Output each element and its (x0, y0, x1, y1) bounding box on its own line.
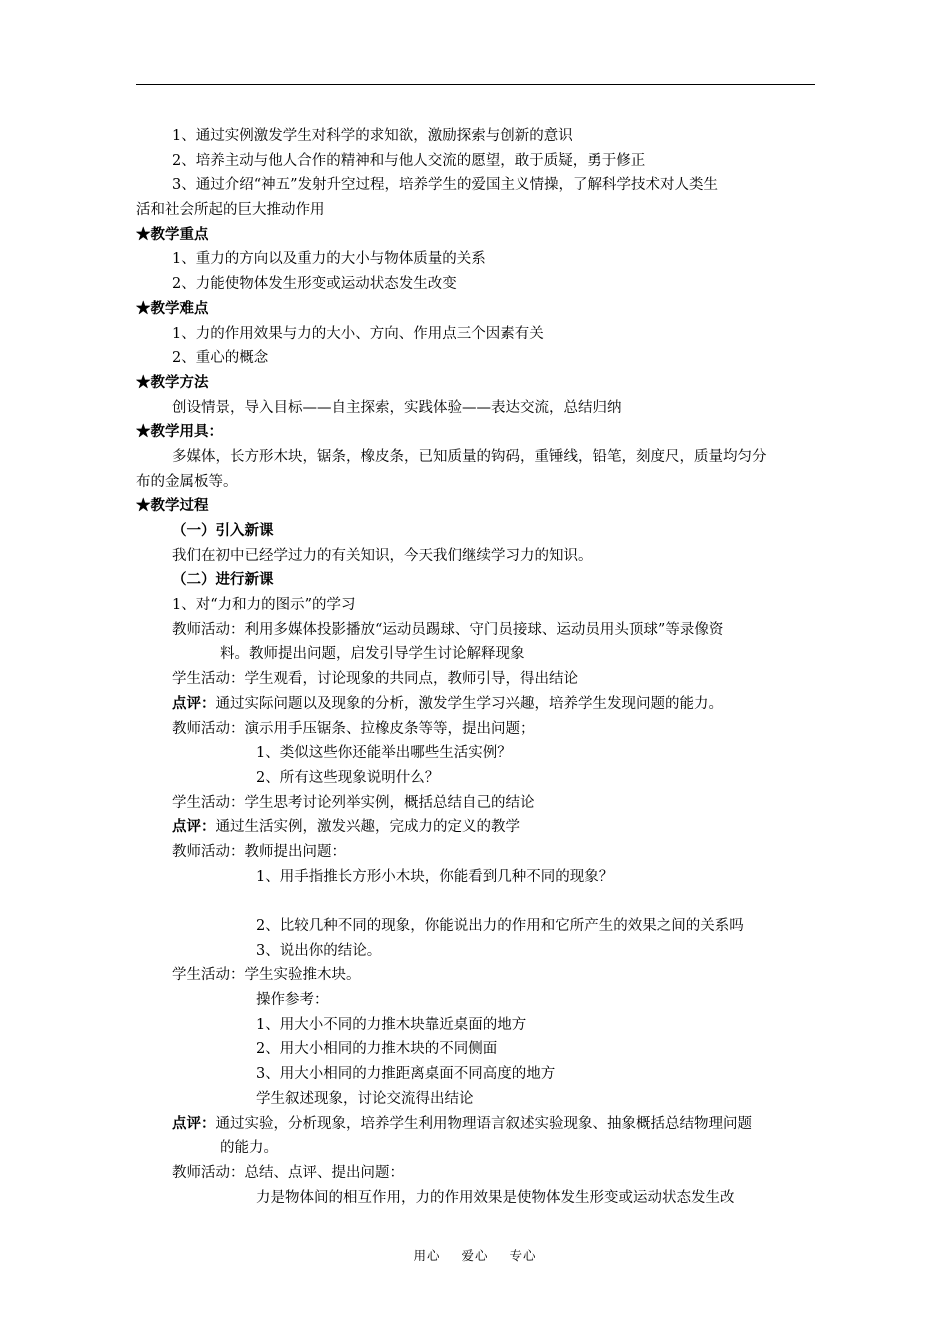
teacher-activity-text: 教师提出问题： (244, 843, 346, 860)
tools-line-2: 布的金属板等。 (136, 473, 238, 490)
teacher-activity-text: 利用多媒体投影播放“运动员踢球、守门员接球、运动员用头顶球”等录像资 (244, 621, 724, 638)
topic-line: 1、对“力和力的图示”的学习 (172, 597, 356, 614)
comment-1 (136, 692, 816, 717)
footer-word-2: 爱心 (461, 1248, 489, 1263)
comment-3-cont: 的能力。 (220, 1140, 278, 1157)
student-activity-3 (136, 963, 816, 988)
teacher-activity-1-cont: 料。教师提出问题，启发引导学生讨论解释现象 (220, 646, 525, 663)
teacher-summary: 力是物体间的相互作用，力的作用效果是使物体发生形变或运动状态发生改 (256, 1189, 735, 1206)
teacher-label: 教师活动： (172, 843, 245, 860)
operation-3: 3、用大小相同的力推距离桌面不同高度的地方 (256, 1066, 556, 1083)
student-activity-1 (136, 667, 816, 692)
teacher-question-3-2: 2、比较几种不同的现象，你能说出力的作用和它所产生的效果之间的关系吗 (256, 918, 744, 934)
comment-label: 点评： (172, 694, 216, 712)
teacher-question-2: 2、所有这些现象说明什么？ (256, 769, 440, 786)
operation-reference: 操作参考： (256, 992, 329, 1009)
footer-word-1: 用心 (413, 1248, 441, 1263)
teacher-question-3-3: 3、说出你的结论。 (256, 942, 382, 959)
goal-3: 3、通过介绍“神五”发射升空过程，培养学生的爱国主义情操，了解科学技术对人类生 (172, 177, 719, 194)
goal-2: 2、培养主动与他人合作的精神和与他人交流的愿望，敢于质疑，勇于修正 (172, 152, 646, 169)
student-activity-text: 学生实验推木块。 (244, 967, 361, 984)
goal-3-cont: 活和社会所起的巨大推动作用 (136, 202, 325, 219)
difficulty-heading: ★教学难点 (136, 299, 209, 317)
teacher-activity-3 (136, 840, 816, 865)
comment-3 (136, 1112, 816, 1137)
comment-text: 通过实验，分析现象，培养学生利用物理语言叙述实验现象、抽象概括总结物理问题 (215, 1115, 752, 1132)
student-activity-2 (136, 791, 816, 816)
page-footer (0, 1246, 950, 1264)
document-body (136, 124, 816, 1210)
tools-heading: ★教学用具： (136, 423, 223, 441)
teacher-activity-4 (136, 1161, 816, 1186)
difficulty-item-1: 1、力的作用效果与力的大小、方向、作用点三个因素有关 (172, 325, 544, 342)
goal-1: 1、通过实例激发学生对科学的求知欲，激励探索与创新的意识 (172, 128, 573, 144)
comment-2 (136, 815, 816, 840)
key-item-2: 2、力能使物体发生形变或运动状态发生改变 (172, 276, 457, 293)
key-heading: ★教学重点 (136, 225, 209, 243)
teacher-question-3-1: 1、用手指推长方形小木块，你能看到几种不同的现象？ (256, 868, 614, 885)
student-label: 学生活动： (172, 794, 245, 811)
key-item-1: 1、重力的方向以及重力的大小与物体质量的关系 (172, 251, 486, 268)
student-conclusion: 学生叙述现象，讨论交流得出结论 (256, 1090, 474, 1107)
blank-line (136, 889, 816, 914)
teacher-activity-text: 演示用手压锯条、拉橡皮条等等，提出问题； (244, 720, 535, 737)
difficulty-item-2: 2、重心的概念 (172, 350, 269, 367)
method-heading: ★教学方法 (136, 373, 209, 391)
tools-line-1: 多媒体，长方形木块，锯条，橡皮条，已知质量的钩码，重锤线，铅笔，刻度尺，质量均匀分 (172, 448, 767, 465)
student-label: 学生活动： (172, 671, 245, 688)
process-heading: ★教学过程 (136, 497, 209, 515)
teacher-question-1: 1、类似这些你还能举出哪些生活实例？ (256, 745, 512, 762)
student-activity-text: 学生思考讨论列举实例，概括总结自己的结论 (244, 794, 535, 811)
new-lesson-heading: （二）进行新课 (172, 571, 274, 589)
comment-label: 点评： (172, 1114, 216, 1132)
teacher-activity-text: 总结、点评、提出问题： (244, 1164, 404, 1181)
comment-text: 通过生活实例，激发兴趣，完成力的定义的教学 (215, 819, 520, 836)
intro-heading: （一）引入新课 (172, 522, 274, 539)
teacher-label: 教师活动： (172, 720, 245, 737)
teacher-label: 教师活动： (172, 621, 245, 638)
operation-1: 1、用大小不同的力推木块靠近桌面的地方 (256, 1016, 527, 1033)
comment-text: 通过实际问题以及现象的分析，激发学生学习兴趣，培养学生发现问题的能力。 (215, 695, 723, 712)
student-label: 学生活动： (172, 967, 245, 984)
teacher-label: 教师活动： (172, 1164, 245, 1181)
operation-2: 2、用大小相同的力推木块的不同侧面 (256, 1041, 498, 1058)
teacher-activity-1 (136, 618, 816, 643)
header-rule (136, 84, 815, 85)
intro-text: 我们在初中已经学过力的有关知识，今天我们继续学习力的知识。 (172, 547, 593, 564)
footer-word-3: 专心 (509, 1248, 537, 1263)
method-text: 创设情景，导入目标——自主探索，实践体验——表达交流，总结归纳 (172, 399, 622, 416)
teacher-activity-2 (136, 717, 816, 742)
student-activity-text: 学生观看，讨论现象的共同点，教师引导，得出结论 (244, 671, 578, 688)
comment-label: 点评： (172, 818, 216, 836)
